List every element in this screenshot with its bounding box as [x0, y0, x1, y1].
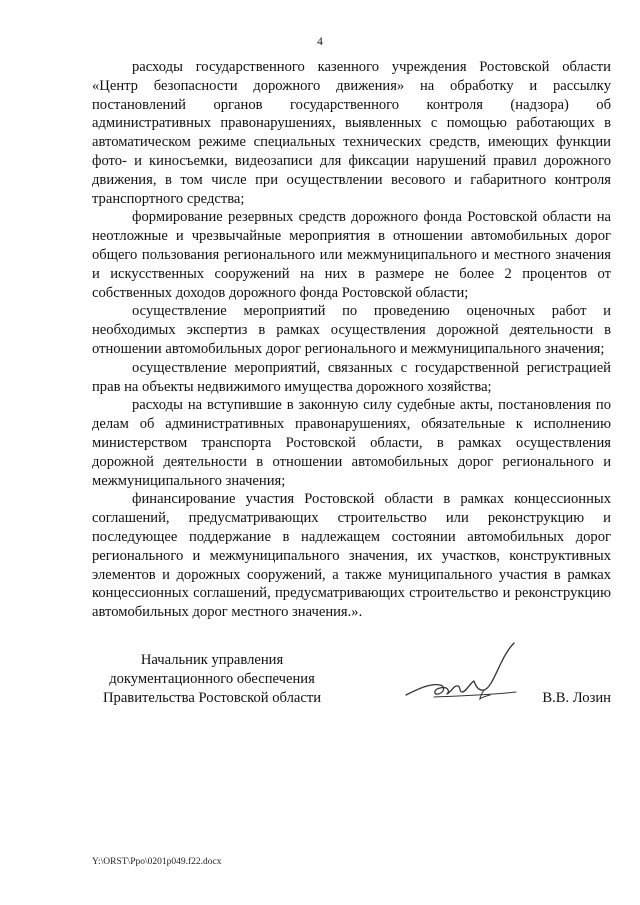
paragraph-appraisal-works: осуществление мероприятий по проведению оценочных работ и необходимых экспертиз в рамках осуществления дорожной деятельности в отношении автомобильных дорог регионального и межмуниципального значения; [92, 303, 611, 357]
signer-name: В.В. Лозин [542, 689, 611, 706]
signature-block [92, 651, 611, 711]
signer-title-line: Начальник управления [140, 652, 284, 668]
file-path-footer: Y:\ORST\Ppo\0201p049.f22.docx [92, 857, 222, 867]
handwritten-signature [400, 639, 520, 705]
paragraph-court-acts: расходы на вступившие в законную силу судебные акты, постановления по делам об административных правонарушениях, обязательные к исполнению министерством транспорта Ростовской области, в рамках осуществления дорожной деятельности в отношении автомобильных дорог регионального и межмуниципального значения; [92, 397, 611, 489]
paragraph-concession-financing: финансирование участия Ростовской области в рамках концессионных соглашений, предусматривающих строительство или реконструкцию и последующее поддержание в надлежащем состоянии автомобильных дорог регионального и межмуниципального значения, их участков, конструктивных элементов и дорожных сооружений, а также муниципального участия в рамках концессионных соглашений, предусматривающих строительство и реконструкцию автомобильных дорог местного значения.». [92, 491, 611, 621]
document-body [92, 58, 611, 622]
page-number: 4 [317, 36, 323, 48]
signer-title-line: Правительства Ростовской области [102, 689, 322, 706]
paragraph-center-expenses: расходы государственного казенного учреждения Ростовской области «Центр безопасности дорожного движения» на обработку и рассылку постановлений органов государственного контроля (надзора) об административных правонарушениях, выявленных с помощью работающих в автоматическом режиме специальных технических средств, имеющих функции фото- и киносъемки, видеозаписи для фиксации нарушений правил дорожного движения, в том числе при осуществлении весового и габаритного контроля транспортного средства; [92, 59, 611, 207]
signer-title-line: документационного обеспечения [109, 670, 315, 687]
paragraph-state-registration: осуществление мероприятий, связанных с государственной регистрацией прав на объекты недвижимого имущества дорожного хозяйства; [92, 359, 611, 395]
paragraph-reserve-funds: формирование резервных средств дорожного фонда Ростовской области на неотложные и чрезвычайные мероприятия в отношении автомобильных дорог общего пользования регионального или межмуниципального и местного значения и искусственных сооружений на них в размере не более 2 процентов от собственных доходов дорожного фонда Ростовской области; [92, 209, 611, 301]
signer-title [92, 651, 332, 707]
